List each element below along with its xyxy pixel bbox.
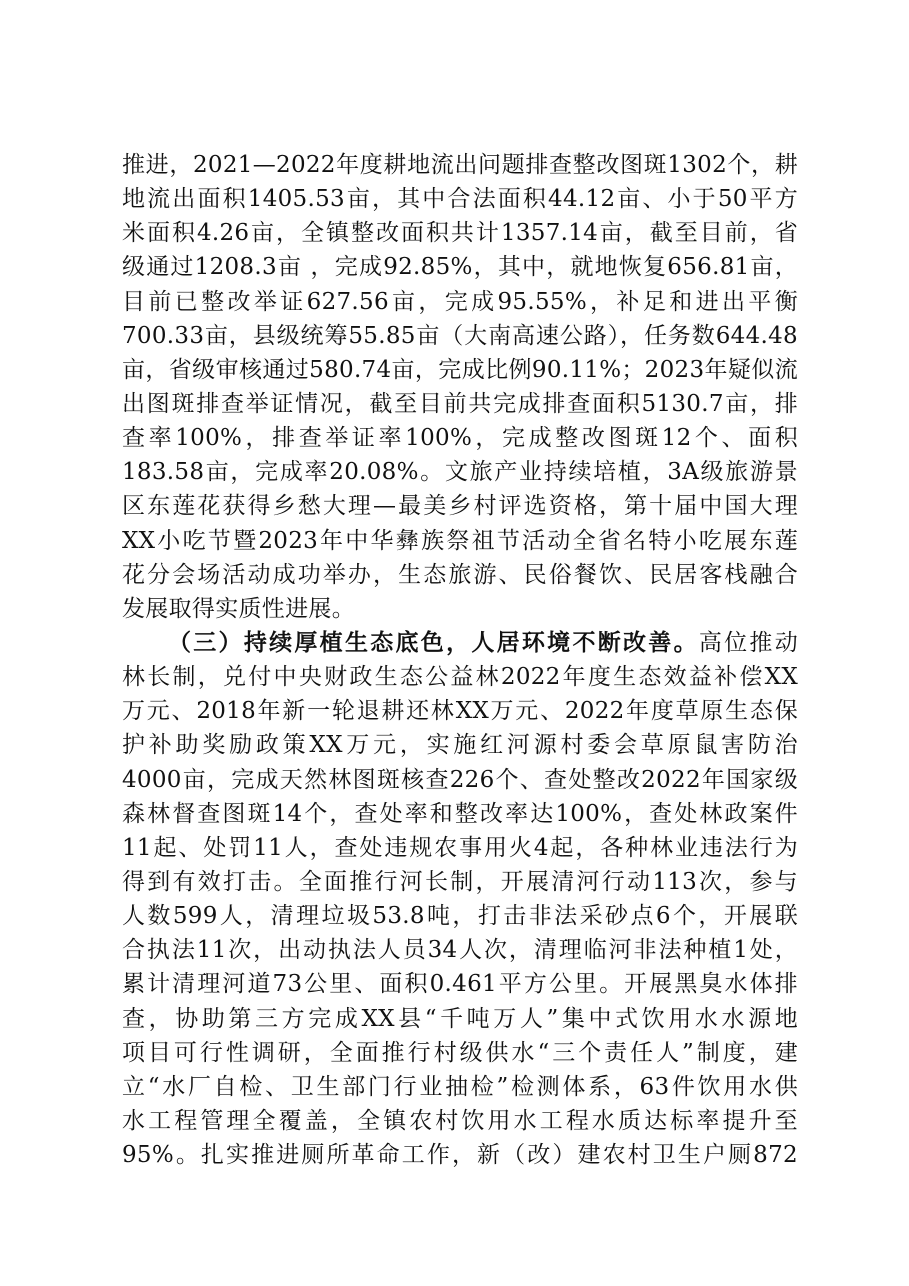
- text-line: 林长制，兑付中央财政生态公益林2022年度生态效益补偿XX: [122, 664, 798, 691]
- text-line: 推进，2021—2022年度耕地流出问题排查整改图斑1302个，耕: [122, 152, 798, 178]
- text-line: 查率100%，排查举证率100%，完成整改图斑12个、面积: [122, 425, 798, 452]
- text-line: 万元、2018年新一轮退耕还林XX万元、2022年度草原生态保: [122, 698, 798, 725]
- text-line: 立“水厂自检、卫生部门行业抽检”检测体系，63件饮用水供: [122, 1073, 798, 1100]
- text-line: 花分会场活动成功举办，生态旅游、民俗餐饮、民居客栈融合: [122, 561, 798, 588]
- text-line: 11起、处罚11人，查处违规农事用火4起，各种林业违法行为: [122, 834, 798, 861]
- text-line: 水工程管理全覆盖，全镇农村饮用水工程水质达标率提升至: [122, 1107, 798, 1134]
- text-line: 得到有效打击。全面推行河长制，开展清河行动113次，参与: [122, 868, 798, 895]
- text-line: 183.58亩，完成率20.08%。文旅产业持续培植，3A级旅游景: [122, 459, 798, 486]
- document-body: [122, 148, 798, 1172]
- text-line: 护补助奖励政策XX万元，实施红河源村委会草原鼠害防治: [122, 732, 798, 759]
- text-line: 累计清理河道73公里、面积0.461平方公里。开展黑臭水体排: [122, 971, 798, 998]
- text-line: 查，协助第三方完成XX县“千吨万人”集中式饮用水水源地: [122, 1005, 798, 1032]
- section-heading-continuation: 高位推动: [698, 629, 798, 656]
- section-heading: （三）持续厚植生态底色，人居环境不断改善。: [168, 628, 699, 656]
- section-heading-line: [122, 626, 798, 660]
- text-line: 森林督查图斑14个，查处率和整改率达100%，查处林政案件: [122, 800, 798, 827]
- text-line: 米面积4.26亩，全镇整改面积共计1357.14亩，截至目前，省: [122, 220, 798, 247]
- text-line: 合执法11次，出动执法人员34人次，清理临河非法种植1处，: [122, 937, 798, 964]
- text-line: 发展取得实质性进展。: [122, 595, 355, 622]
- text-line: 项目可行性调研，全面推行村级供水“三个责任人”制度，建: [122, 1039, 798, 1066]
- text-line: XX小吃节暨2023年中华彝族祭祖节活动全省名特小吃展东莲: [122, 527, 798, 554]
- text-line: 目前已整改举证627.56亩，完成95.55%，补足和进出平衡: [122, 288, 798, 315]
- text-line: 亩，省级审核通过580.74亩，完成比例90.11%；2023年疑似流: [122, 356, 798, 383]
- text-line: 地流出面积1405.53亩，其中合法面积44.12亩、小于50平方: [122, 186, 798, 213]
- text-line: 95%。扎实推进厕所革命工作，新（改）建农村卫生户厕872: [122, 1142, 798, 1169]
- text-line: 区东莲花获得乡愁大理—最美乡村评选资格，第十届中国大理: [122, 493, 798, 520]
- text-line: 人数599人，清理垃圾53.8吨，打击非法采砂点6个，开展联: [122, 903, 798, 930]
- text-line: 出图斑排查举证情况，截至目前共完成排查面积5130.7亩，排: [122, 390, 798, 417]
- text-line: 4000亩，完成天然林图斑核查226个、查处整改2022年国家级: [122, 766, 798, 793]
- text-line: 700.33亩，县级统筹55.85亩（大南高速公路），任务数644.48: [122, 322, 798, 349]
- text-line: 级通过1208.3亩 ，完成92.85%，其中，就地恢复656.81亩，: [122, 254, 798, 281]
